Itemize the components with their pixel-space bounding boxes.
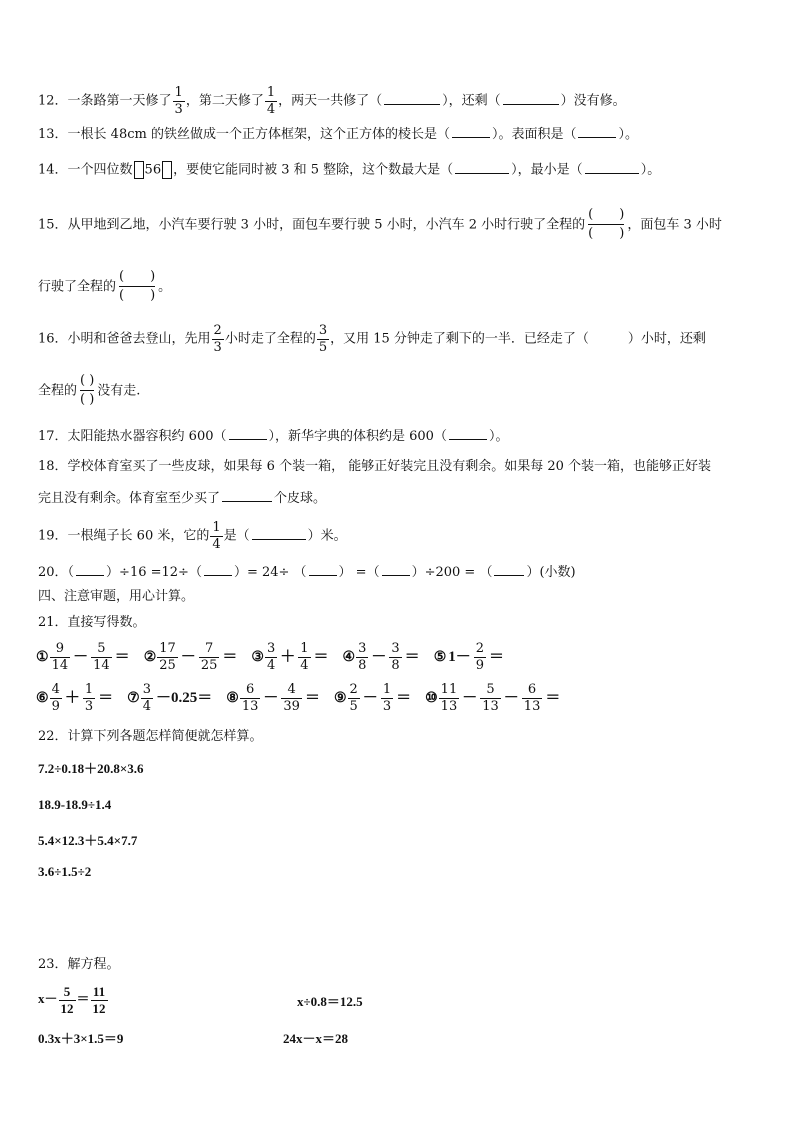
operator: ＝ — [114, 649, 130, 666]
q19-blank[interactable] — [252, 528, 306, 540]
q21-problem — [251, 641, 330, 673]
q18-text-b: 个皮球。 — [274, 491, 327, 506]
q21-problem — [127, 682, 214, 714]
operator: ＝ — [396, 690, 412, 707]
q12-fraction-1: $\frac{1}{3}$ — [174, 85, 183, 117]
operator: ＝ — [404, 649, 420, 666]
q20-text-b: ）÷16 =12÷（ — [106, 565, 202, 580]
operator: － — [362, 690, 378, 707]
q20-text-c: ）= 24÷ （ — [233, 565, 307, 580]
q23-equation-1: x－ $\frac{5}{12}$ ＝ $\frac{11}{12}$ — [38, 984, 106, 1016]
q16-text-b: 小时走了全程的 — [224, 331, 316, 347]
question-12 — [38, 86, 626, 116]
q14-blank-2[interactable] — [585, 162, 639, 174]
q12-blank-1[interactable] — [384, 93, 440, 105]
fraction: $\frac{3}{4}$ — [142, 682, 151, 714]
operator: － — [73, 649, 89, 666]
problem-number: ⑤ — [433, 649, 447, 666]
q21-row-2 — [36, 683, 574, 713]
q22-item-1: 7.2÷0.18＋20.8×3.6 — [38, 761, 144, 776]
q12-blank-2[interactable] — [503, 93, 559, 105]
operator: －0.25＝ — [156, 690, 213, 707]
problem-number: ⑦ — [127, 690, 140, 707]
q20-blank-5[interactable] — [494, 564, 524, 576]
q21-problem — [36, 641, 132, 673]
question-23-title: 23．解方程。 — [38, 957, 120, 972]
q23-equation-4: 24x－x＝28 — [283, 1031, 349, 1046]
fraction: $\frac{1}{3}$ — [382, 682, 392, 714]
problem-number: ⑥ — [36, 690, 49, 707]
q14-text-a: 14．一个四位数 — [38, 162, 133, 178]
q22-item-4: 3.6÷1.5÷2 — [38, 864, 92, 879]
fraction: $\frac{2}{5}$ — [349, 682, 358, 714]
q20-text-a: 20．（ — [38, 565, 75, 580]
q12-text-e: ）没有修。 — [560, 93, 626, 109]
fraction: $\frac{2}{9}$ — [475, 641, 485, 673]
question-20 — [38, 564, 576, 579]
q15-text-c: 行驶了全程的 — [38, 279, 117, 295]
q20-blank-4[interactable] — [382, 564, 410, 576]
fraction: $\frac{11}{13}$ — [440, 682, 458, 714]
q18-text-a: 完且没有剩余。体育室至少买了 — [38, 491, 221, 506]
q14-blank-1[interactable] — [455, 162, 509, 174]
operator: － — [371, 649, 387, 666]
fraction: $\frac{1}{3}$ — [84, 682, 94, 714]
q22-item-3: 5.4×12.3＋5.4×7.7 — [38, 833, 138, 848]
operator: ＝ — [98, 690, 114, 707]
fraction: $\frac{6}{13}$ — [523, 682, 541, 714]
q20-text-e: ）÷200 = （ — [411, 565, 493, 580]
q17-blank-2[interactable] — [449, 428, 487, 440]
fraction: $\frac{6}{13}$ — [241, 682, 259, 714]
q15-text-d: 。 — [158, 279, 172, 295]
operator: － — [263, 690, 279, 707]
q21-problem — [226, 682, 322, 714]
operator: ＝ — [489, 649, 505, 666]
q23-equation-2: x÷0.8＝12.5 — [297, 994, 363, 1009]
problem-number: ⑧ — [226, 690, 239, 707]
q20-blank-1[interactable] — [76, 564, 104, 576]
q16-text-e: 没有走. — [97, 383, 141, 399]
digit-box-right[interactable] — [162, 161, 172, 179]
operator: ＋ — [64, 690, 80, 707]
fraction: $\frac{3}{8}$ — [391, 641, 400, 673]
q16-blank-fraction[interactable]: ( ) ( ) — [80, 373, 95, 408]
fraction: $\frac{9}{14}$ — [51, 641, 69, 673]
q14-text-c: ），最小是（ — [511, 162, 583, 178]
problem-number: ⑨ — [333, 690, 347, 707]
question-22-title: 22．计算下列各题怎样简便就怎样算。 — [38, 729, 263, 744]
fraction: $\frac{17}{25}$ — [159, 641, 176, 673]
question-18 — [38, 460, 711, 473]
q17-blank-1[interactable] — [229, 428, 267, 440]
q13-blank-2[interactable] — [578, 126, 616, 138]
q13-mid: ）。表面积是（ — [491, 127, 577, 142]
q16-fraction-1: $\frac{2}{3}$ — [213, 323, 222, 355]
q21-problem — [425, 682, 562, 714]
question-15-cont — [38, 270, 171, 304]
question-15 — [38, 208, 722, 242]
problem-number: ④ — [342, 649, 356, 666]
operator: 1－ — [448, 649, 471, 666]
q12-text-b: ，第二天修了 — [185, 93, 264, 109]
problem-number: ③ — [251, 649, 264, 666]
q17-text-c: ）。 — [488, 429, 509, 444]
fraction: $\frac{7}{25}$ — [200, 641, 218, 673]
q15-text-a: 15．从甲地到乙地，小汽车要行驶 3 小时，面包车要行驶 5 小时，小汽车 2 小时行驶了全程的 — [38, 217, 586, 233]
q16-text-a: 16．小明和爸爸去登山，先用 — [38, 331, 211, 347]
question-18-cont — [38, 490, 326, 505]
question-21-title: 21．直接写得数。 — [38, 615, 146, 630]
digit-box-left[interactable] — [134, 161, 144, 179]
q12-fraction-2: $\frac{1}{4}$ — [266, 85, 276, 117]
fraction: $\frac{3}{4}$ — [266, 641, 276, 673]
q21-problem — [433, 641, 506, 673]
q16-text-c: ，又用 15 分钟走了剩下的一半．已经走了（ ）小时，还剩 — [330, 331, 706, 347]
question-19 — [38, 521, 347, 551]
q21-problem — [36, 682, 115, 714]
fraction: $\frac{5}{14}$ — [93, 641, 110, 673]
q19-text-a: 19．一根绳子长 60 米，它的 — [38, 528, 210, 544]
q21-problem — [333, 682, 413, 714]
question-16-cont — [38, 374, 140, 408]
q21-problem — [143, 641, 240, 673]
operator: － — [503, 690, 519, 707]
q13-text: 13．一根长 48cm 的铁丝做成一个正方体框架，这个正方体的棱长是（ — [38, 127, 450, 142]
question-13 — [38, 126, 638, 141]
operator: ＝ — [304, 690, 320, 707]
q21-problem — [342, 641, 422, 673]
q14-number: 56 — [144, 162, 162, 178]
q18-line-1: 18．学校体育室买了一些皮球，如果每 6 个装一箱， 能够正好装完且没有剩余。如果每 20 个装一箱，也能够正好装 — [38, 459, 712, 474]
fraction: $\frac{3}{8}$ — [358, 641, 367, 673]
operator: ＋ — [280, 649, 296, 666]
problem-number: ② — [143, 649, 157, 666]
q20-blank-3[interactable] — [309, 564, 337, 576]
q15-blank-fraction-2[interactable]: ( ) ( ) — [119, 269, 156, 304]
q18-blank[interactable] — [222, 490, 272, 502]
section-heading: 四、注意审题，用心计算。 — [38, 589, 195, 604]
q16-text-d: 全程的 — [38, 383, 78, 399]
operator: － — [462, 690, 478, 707]
q22-item-2: 18.9-18.9÷1.4 — [38, 797, 112, 812]
operator: ＝ — [222, 649, 238, 666]
operator: ＝ — [313, 649, 329, 666]
q12-text-c: ，两天一共修了（ — [278, 93, 383, 109]
q20-text-f: ）(小数) — [526, 565, 576, 580]
fraction: $\frac{1}{4}$ — [300, 641, 309, 673]
q23-equation-3: 0.3x＋3×1.5＝9 — [38, 1031, 124, 1046]
q19-text-c: ）米。 — [307, 528, 347, 544]
q19-text-b: 是（ — [223, 528, 250, 544]
fraction: $\frac{4}{39}$ — [283, 682, 300, 714]
fraction: $\frac{5}{13}$ — [482, 682, 499, 714]
question-14 — [38, 161, 660, 179]
operator: ＝ — [545, 690, 561, 707]
q12-text-a: 12．一条路第一天修了 — [38, 93, 172, 109]
question-16 — [38, 324, 706, 354]
q19-fraction: $\frac{1}{4}$ — [212, 520, 221, 552]
q17-text-b: ），新华字典的体积约是 600（ — [268, 429, 447, 444]
operator: － — [180, 649, 196, 666]
q14-text-b: ，要使它能同时被 3 和 5 整除，这个数最大是（ — [173, 162, 454, 178]
q12-text-d: ），还剩（ — [442, 93, 501, 109]
q15-blank-fraction-1[interactable]: ( ) ( ) — [588, 207, 625, 242]
problem-number: ① — [36, 649, 49, 666]
q17-text-a: 17．太阳能热水器容积约 600（ — [38, 429, 227, 444]
fraction: $\frac{4}{9}$ — [51, 682, 60, 714]
q20-text-d: ） =（ — [338, 565, 380, 580]
q20-blank-2[interactable] — [204, 564, 232, 576]
question-17 — [38, 428, 508, 443]
q13-end: ）。 — [618, 127, 638, 142]
q13-blank-1[interactable] — [452, 126, 490, 138]
q21-row-1 — [36, 642, 518, 672]
q15-text-b: ，面包车 3 小时 — [627, 217, 722, 233]
q16-fraction-2: $\frac{3}{5}$ — [318, 323, 328, 355]
problem-number: ⑩ — [425, 690, 438, 707]
q14-text-d: ）。 — [640, 162, 661, 178]
